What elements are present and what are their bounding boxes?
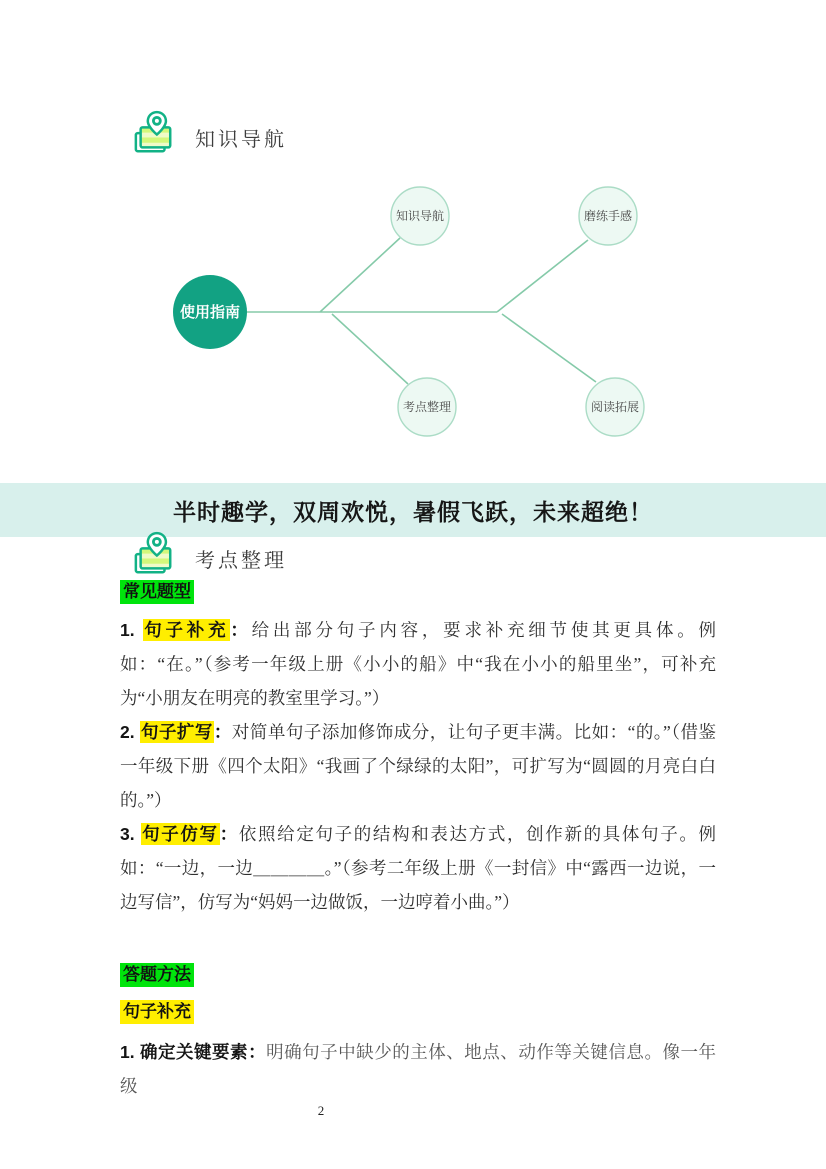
- promo-banner-text: 半时趣学，双周欢悦，暑假飞跃，未来超绝！: [173, 498, 653, 525]
- item-colon: ：: [219, 824, 239, 844]
- svg-text:阅读拓展: 阅读拓展: [590, 400, 640, 414]
- mindmap-center-node: [173, 275, 247, 349]
- item-colon: ：: [230, 620, 252, 640]
- item-sentence-imitation: [120, 817, 716, 919]
- item-key-highlight: 句子补充: [144, 620, 230, 640]
- heading-common-question-types: 常见题型: [120, 580, 194, 604]
- svg-text:使用指南: 使用指南: [179, 304, 241, 321]
- mindmap-node-reading-extension: [586, 378, 644, 436]
- map-location-pin-icon: [133, 110, 175, 165]
- section-title: 知识导航: [195, 128, 287, 151]
- item-number: 1.: [120, 620, 144, 640]
- heading-answer-methods: 答题方法: [120, 963, 194, 987]
- item-sentence-completion: [120, 613, 716, 715]
- item-number: 3.: [120, 824, 142, 844]
- section-header-knowledge-nav: [133, 112, 287, 162]
- item-key-highlight: 句子仿写: [142, 824, 219, 844]
- heading-sentence-completion: 句子补充: [120, 1000, 194, 1024]
- item-colon: ：: [213, 722, 232, 742]
- method-body: 明确句子中缺少的主体、地点、动作等关键信息。像一年级: [120, 1042, 716, 1096]
- body-content: [120, 580, 716, 1103]
- item-body: 对简单句子添加修饰成分，让句子更丰满。比如：“的。”（借鉴一年级下册《四个太阳》“我画了个绿绿的太阳”，可扩写为“圆圆的月亮白白的。”）: [120, 722, 717, 810]
- mindmap-node-practice: [579, 187, 637, 245]
- method-lead: 1. 确定关键要素：: [120, 1042, 267, 1062]
- svg-text:知识导航: 知识导航: [395, 209, 445, 223]
- item-body: 给出部分句子内容，要求补充细节使其更具体。例如：“在。”（参考一年级上册《小小的船》中“我在小小的船里坐”，可补充为“小朋友在明亮的教室里学习。”）: [120, 620, 717, 708]
- section-header-key-points: [133, 533, 287, 583]
- mindmap-node-key-points: [398, 378, 456, 436]
- svg-text:磨练手感: 磨练手感: [583, 209, 633, 223]
- mindmap-branch-lines: [247, 238, 596, 384]
- section-title: 考点整理: [195, 549, 287, 572]
- map-location-pin-icon: [133, 531, 175, 586]
- item-key-highlight: 句子扩写: [140, 722, 213, 742]
- item-sentence-expansion: [120, 715, 716, 817]
- mindmap-node-knowledge-nav: [391, 187, 449, 245]
- promo-banner: [0, 483, 826, 537]
- method-item-key-elements: [120, 1035, 716, 1103]
- page-number: 2: [317, 1103, 325, 1118]
- usage-guide-mindmap: [150, 178, 670, 450]
- item-number: 2.: [120, 722, 140, 742]
- svg-text:考点整理: 考点整理: [402, 400, 452, 414]
- item-body: 依照给定句子的结构和表达方式，创作新的具体句子。例如：“一边，一边＿＿＿＿。”（参考二年级上册《一封信》中“露西一边说，一边写信”，仿写为“妈妈一边做饭，一边哼着小曲。”）: [120, 824, 716, 912]
